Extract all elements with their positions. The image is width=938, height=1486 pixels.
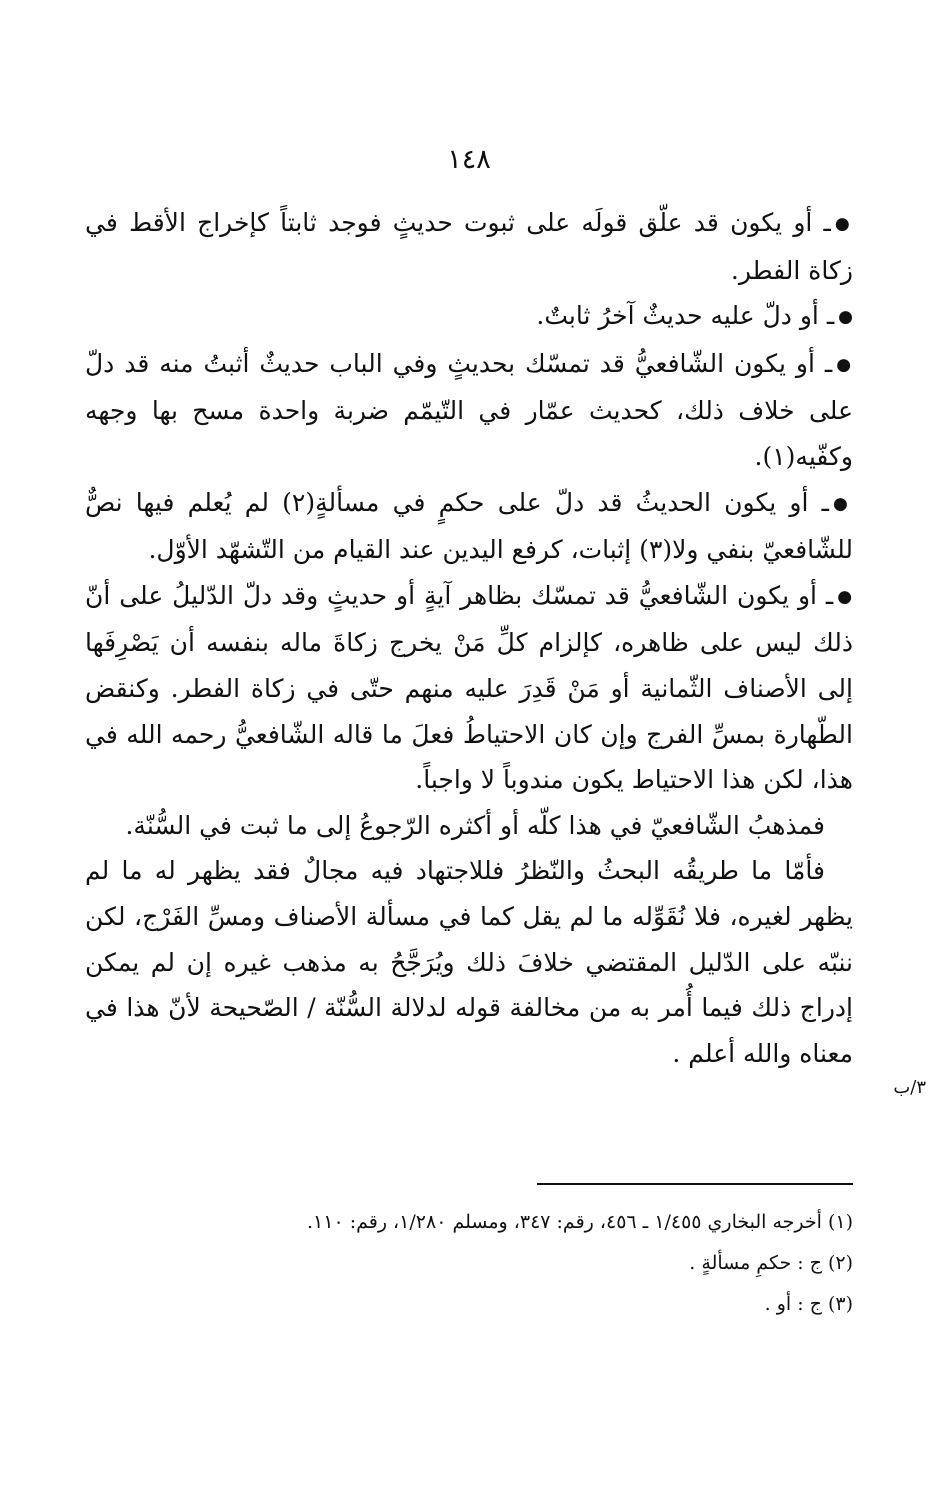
paragraph-text: ـ أو يكون قد علّق قولَه على ثبوت حديثٍ فوجد ثابتاً كإخراج الأقط في زكاة الفطر. — [85, 208, 853, 285]
paragraph-final — [85, 848, 853, 1076]
paragraph-text: فأمّا ما طريقُه البحثُ والنّظرُ فللاجتهاد فيه مجالٌ فقد يظهر له ما لم يظهر لغيره، فلا نُقَوِّله ما لم يقل كما في مسألة الأصناف ومسِّ الفَرْج، لكن ننبّه على الدّليل المقتضي خلافَ ذلك ويُرَجَّحُ به مذهب غيره إن لم يمكن إدراج ذلك فيما أُمر به من مخالفة قوله لدلالة السُّنّة / الصّحيحة لأنّ هذا في معناه والله أعلم . — [85, 856, 853, 1068]
paragraph-text: ـ أو يكون الشّافعيُّ قد تمسّك بحديثٍ وفي الباب حديثٌ أثبتُ منه قد دلّ على خلاف ذلك، كحديث عمّار في التّيمّم ضربة واحدة مسح بها وجهه وكفّيه(١). — [85, 348, 853, 471]
footnote-item — [85, 1202, 853, 1243]
paragraph-text: فمذهبُ الشّافعيّ في هذا كلّه أو أكثره الرّجوعُ إلى ما ثبت في السُّنّة. — [125, 810, 825, 840]
footnotes-list — [85, 1202, 853, 1325]
main-text — [85, 200, 853, 1076]
footnote-text: أخرجه البخاري ١/٤٥٥ ـ ٤٥٦، رقم: ٣٤٧، ومسلم ١/٢٨٠، رقم: ١١٠. — [306, 1211, 822, 1233]
footnote-number: (٢) — [827, 1252, 853, 1274]
paragraph-text: ـ أو يكون الحديثُ قد دلّ على حكمٍ في مسألةٍ(٢) لم يُعلم فيها نصٌّ للشّافعيّ بنفي ولا(٣) إثبات، كرفع اليدين عند القيام من التّشهّد الأوّل. — [85, 487, 853, 565]
bullet-icon: ● — [837, 586, 853, 607]
margin-folio-note: ٣/ب — [893, 1077, 926, 1098]
footnote-text: ج : أو . — [764, 1293, 822, 1315]
bullet-icon: ● — [838, 307, 853, 328]
paragraph-bullet-1 — [85, 200, 853, 293]
paragraph-text: ـ أو دلّ عليه حديثٌ آخرُ ثابتٌ. — [536, 301, 835, 331]
footnote-number: (١) — [827, 1211, 853, 1233]
paragraph-text: ـ أو يكون الشّافعيُّ قد تمسّك بظاهر آيةٍ أو حديثٍ وقد دلّ الدّليلُ على أنّ ذلك ليس على ظاهره، كإلزام كلِّ مَنْ يخرج زكاةَ ماله بنفسه أن يَصْرِفَها إلى الأصناف الثّمانية أو مَنْ قَدِرَ عليه منهم حتّى في زكاة الفطر. وكنقض الطّهارة بمسِّ الفرج وإن كان الاحتياطُ فعلَ ما قاله الشّافعيُّ رحمه الله في هذا، لكن هذا الاحتياط يكون مندوباً لا واجباً. — [85, 580, 853, 795]
paragraph-bullet-4 — [85, 480, 853, 573]
bullet-icon: ● — [832, 493, 854, 514]
paragraph-bullet-2 — [85, 293, 853, 341]
page-number: ١٤٨ — [447, 144, 491, 175]
footnote-number: (٣) — [827, 1293, 853, 1315]
paragraph-bullet-3 — [85, 341, 853, 480]
bullet-icon: ● — [836, 354, 853, 375]
paragraph-bullet-5 — [85, 573, 853, 803]
footnote-text: ج : حكمِ مسألةٍ . — [689, 1252, 822, 1274]
bullet-icon: ● — [834, 214, 853, 234]
footnote-item — [85, 1284, 853, 1325]
footnote-item — [85, 1243, 853, 1284]
footnote-separator — [537, 1183, 853, 1185]
paragraph-conclusion — [85, 803, 853, 849]
